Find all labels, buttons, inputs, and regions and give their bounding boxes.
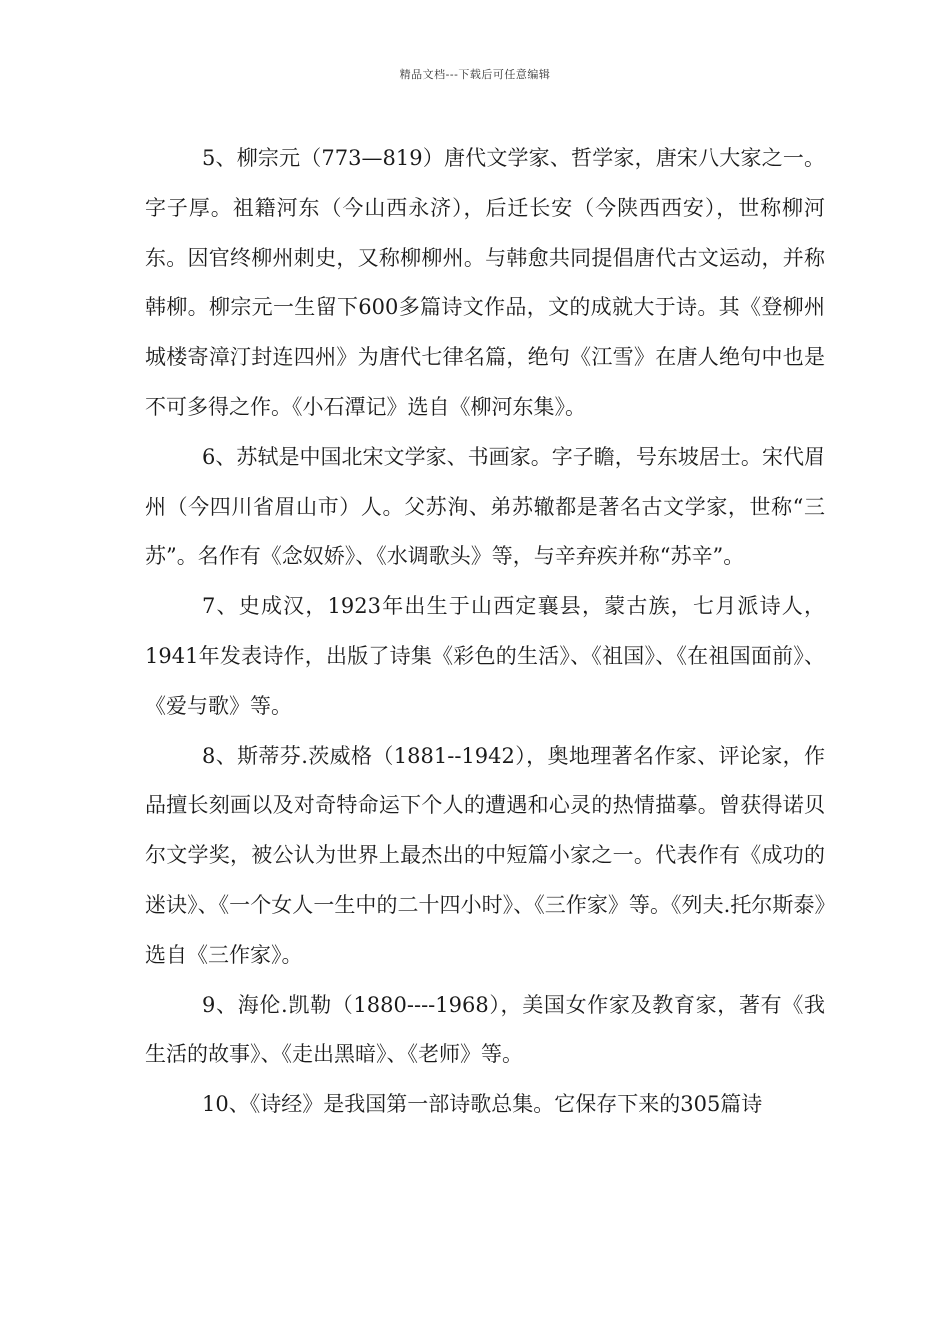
- document-body: [145, 134, 825, 1130]
- paragraph-shijing: 10、《诗经》是我国第一部诗歌总集。它保存下来的305篇诗: [202, 1092, 763, 1117]
- paragraph-stefan-zweig: 8、斯蒂芬.茨威格（1881--1942），奥地理著名作家、评论家，作品擅长刻画以及对奇特命运下个人的遭遇和心灵的热情描摹。曾获得诺贝尔文学奖，被公认为世界上最杰出的中短篇小家之一。代表作有《成功的迷诀》、《一个女人一生中的二十四小时》、《三作家》等。《列夫.托尔斯泰》选自《三作家》。: [145, 743, 825, 967]
- paragraph-helen-keller: 9、海伦.凯勒（1880----1968），美国女作家及教育家，著有《我生活的故事》、《走出黑暗》、《老师》等。: [145, 992, 825, 1067]
- paragraph-liu-zongyuan: 5、柳宗元（773—819）唐代文学家、哲学家，唐宋八大家之一。字子厚。祖籍河东（今山西永济），后迁长安（今陕西西安），世称柳河东。因官终柳州刺史，又称柳柳州。与韩愈共同提倡唐代古文运动，并称韩柳。柳宗元一生留下600多篇诗文作品，文的成就大于诗。其《登柳州城楼寄漳汀封连四州》为唐代七律名篇，绝句《江雪》在唐人绝句中也是不可多得之作。《小石潭记》选自《柳河东集》。: [145, 146, 825, 419]
- paragraph-shi-chenghan: 7、史成汉，1923年出生于山西定襄县，蒙古族，七月派诗人，1941年发表诗作，出版了诗集《彩色的生活》、《祖国》、《在祖国面前》、《爱与歌》等。: [145, 594, 825, 718]
- paragraph-su-shi: 6、苏轼是中国北宋文学家、书画家。字子瞻，号东坡居士。宋代眉州（今四川省眉山市）人。父苏洵、弟苏辙都是著名古文学家，世称“三苏”。名作有《念奴娇》、《水调歌头》等，与辛弃疾并称“苏辛”。: [145, 444, 825, 569]
- page-header: 精品文档---下载后可任意编辑: [399, 68, 551, 81]
